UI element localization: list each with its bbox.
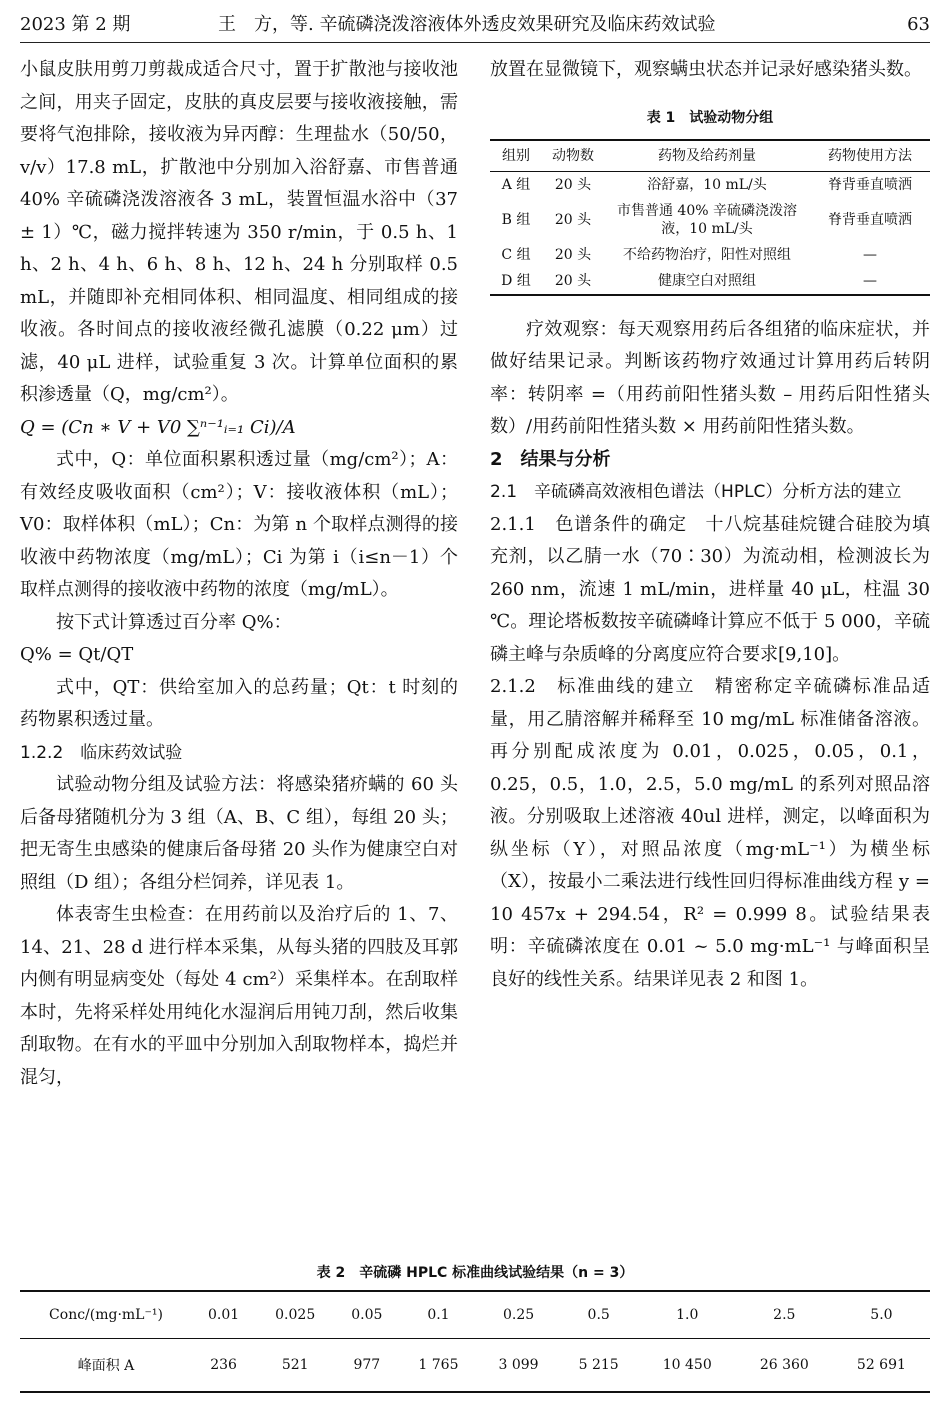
paragraph: 式中，QT：供给室加入的总药量；Qt：t 时刻的药物累积透过量。 bbox=[20, 676, 458, 730]
table-cell: — bbox=[863, 246, 877, 263]
table-row bbox=[20, 1339, 930, 1393]
table-cell: 市售普通 40% 辛硫磷浇泼溶液，10 mL/头 bbox=[616, 202, 798, 237]
paragraph: 按下式计算透过百分率 Q%： bbox=[56, 611, 292, 633]
running-title: 王 方，等. 辛硫磷浇泼溶液体外透皮效果研究及临床药效试验 bbox=[218, 14, 716, 35]
table-cell: 52 691 bbox=[833, 1339, 930, 1393]
table-cell: 0.01 bbox=[192, 1291, 255, 1339]
right-column bbox=[490, 54, 930, 996]
table-cell: 健康空白对照组 bbox=[604, 268, 810, 295]
table-cell: 2.5 bbox=[736, 1291, 833, 1339]
table-cell: 1.0 bbox=[639, 1291, 736, 1339]
paragraph: 试验动物分组及试验方法：将感染猪疥螨的 60 头后备母猪随机分为 3 组（A、B、C 组），每组 20 头；把无寄生虫感染的健康后备母猪 20 头作为健康空白对照组（D 组）；各组分栏饲养，详见表 1。 bbox=[20, 774, 458, 893]
table1-caption: 表 1 试验动物分组 bbox=[646, 109, 774, 126]
table-row bbox=[20, 1291, 930, 1339]
table-cell: 521 bbox=[255, 1339, 335, 1393]
paragraph: 体表寄生虫检查：在用药前以及治疗后的 1、7、14、21、28 d 进行样本采集，从每头猪的四肢及耳郭内侧有明显病变处（每处 4 cm²）采集样本。在刮取样本时，先将采样处用纯化水湿润后用钝刀刮，然后收集刮取物。在有水的平皿中分别加入刮取物样本，捣烂并混匀， bbox=[20, 904, 458, 1088]
table-cell: 0.5 bbox=[559, 1291, 639, 1339]
paragraph: 疗效观察：每天观察用药后各组猪的临床症状，并做好结果记录。判断该药物疗效通过计算用药后转阴率：转阴率 =（用药前阳性猪头数 – 用药后阳性猪头数）/用药前阳性猪头数 × 用药前阳性猪头数。 bbox=[490, 318, 930, 437]
table1 bbox=[490, 139, 930, 296]
paragraph: 2.1.1 色谱条件的确定 十八烷基硅烷键合硅胶为填充剂，以乙腈一水（70∶30）为流动相，检测波长为 260 nm，流速 1 mL/min，进样量 40 μL，柱温 30 ℃。理论塔板数按辛硫磷峰计算应不低于 5 000，辛硫磷主峰与杂质峰的分离度应符合要求[9,10]。 bbox=[490, 513, 930, 665]
table-cell: 20 头 bbox=[554, 176, 592, 193]
table-cell: 0.25 bbox=[479, 1291, 559, 1339]
page-number: 63 bbox=[907, 14, 930, 35]
section-heading: 1.2.2 临床药效试验 bbox=[20, 742, 183, 763]
table-cell: C 组 bbox=[501, 246, 531, 263]
table-header: 组别 bbox=[490, 140, 542, 172]
table-cell: 20 头 bbox=[554, 246, 592, 263]
table-cell: 脊背垂直喷洒 bbox=[828, 176, 912, 193]
table-row-label: Conc/(mg·mL⁻¹) bbox=[20, 1291, 192, 1339]
table-cell: 10 450 bbox=[639, 1339, 736, 1393]
table-row bbox=[490, 171, 930, 198]
paragraph: 2.1.2 标准曲线的建立 精密称定辛硫磷标准品适量，用乙腈溶解并稀释至 10 mg/mL 标准储备溶液。再分别配成浓度为 0.01，0.025，0.05，0.1，0.25，0.5，1.0，2.5，5.0 mg/mL 的系列对照品溶液。分别吸取上述溶液 40ul 进样，测定，以峰面积为纵坐标（Y），对照品浓度（mg·mL⁻¹）为横坐标（X），按最小二乘法进行线性回归得标准曲线方程 y = 10 457x + 294.54，R² = 0.999 8。试验结果表明：辛硫磷浓度在 0.01 ~ 5.0 mg·mL⁻¹ 与峰面积呈良好的线性关系。结果详见表 2 和图 1。 bbox=[490, 676, 930, 990]
table-cell: 20 头 bbox=[542, 268, 604, 295]
table-cell: 0.1 bbox=[398, 1291, 478, 1339]
table-cell: 20 头 bbox=[554, 211, 592, 228]
table-cell: — bbox=[810, 268, 930, 295]
table-row bbox=[490, 198, 930, 242]
table-cell: 0.025 bbox=[255, 1291, 335, 1339]
section-heading: 2 结果与分析 bbox=[490, 448, 611, 470]
table-cell: D 组 bbox=[490, 268, 542, 295]
journal-issue: 2023 第 2 期 bbox=[20, 14, 131, 35]
table-cell: 浴舒嘉，10 mL/头 bbox=[647, 176, 767, 193]
table-cell: 26 360 bbox=[736, 1339, 833, 1393]
table-cell: 不给药物治疗，阳性对照组 bbox=[623, 246, 791, 263]
table-row bbox=[490, 242, 930, 268]
table2-caption: 表 2 辛硫磷 HPLC 标准曲线试验结果（n = 3） bbox=[316, 1265, 634, 1281]
paragraph: 式中，Q：单位面积累积透过量（mg/cm²）；A：有效经皮吸收面积（cm²）；V：接收液体积（mL）；V0：取样体积（mL）；Cn：为第 n 个取样点测得的接收液中药物浓度（mg/mL）；Ci 为第 i（i≤n－1）个取样点测得的接收液中药物的浓度（mg/mL）。 bbox=[20, 449, 458, 600]
page-header bbox=[20, 8, 930, 43]
table-cell: 5.0 bbox=[833, 1291, 930, 1339]
table-row-label: 峰面积 A bbox=[20, 1339, 192, 1393]
table-row bbox=[490, 268, 930, 295]
paragraph: 小鼠皮肤用剪刀剪裁成适合尺寸，置于扩散池与接收池之间，用夹子固定，皮肤的真皮层要与接收液接触，需要将气泡排除，接收液为异丙醇：生理盐水（50/50，v/v）17.8 mL，扩散池中分别加入浴舒嘉、市售普通 40% 辛硫磷浇泼溶液各 3 mL，装置恒温水浴中（37 ± 1）℃，磁力搅拌转速为 350 r/min，于 0.5 h、1 h、2 h、4 h、6 h、8 h、12 h、24 h 分别取样 0.5 mL，并随即补充相同体积、相同温度、相同组成的接收液。各时间点的接收液经微孔滤膜（0.22 μm）过滤，40 μL 进样，试验重复 3 次。计算单位面积的累积渗透量（Q，mg/cm²）。 bbox=[20, 59, 458, 405]
table2 bbox=[20, 1290, 930, 1393]
table-header: 动物数 bbox=[542, 140, 604, 172]
table-cell: 1 765 bbox=[398, 1339, 478, 1393]
table-cell: 5 215 bbox=[559, 1339, 639, 1393]
table-cell: 236 bbox=[192, 1339, 255, 1393]
formula-q-percent: Q% = Qt/QT bbox=[20, 644, 134, 665]
table-cell: B 组 bbox=[501, 211, 531, 228]
paragraph: 放置在显微镜下，观察螨虫状态并记录好感染猪头数。 bbox=[490, 59, 922, 80]
table-cell: 3 099 bbox=[479, 1339, 559, 1393]
formula-q: Q = (Cn ∗ V + V0 ∑ⁿ⁻¹ᵢ₌₁ Ci)/A bbox=[20, 416, 296, 438]
table-cell: 977 bbox=[335, 1339, 398, 1393]
table-cell: A 组 bbox=[501, 176, 531, 193]
table-header: 药物及给药剂量 bbox=[604, 140, 810, 172]
left-column bbox=[20, 54, 458, 1094]
table-cell: 0.05 bbox=[335, 1291, 398, 1339]
table-cell: 脊背垂直喷洒 bbox=[828, 211, 912, 228]
table-header: 药物使用方法 bbox=[810, 140, 930, 172]
table-header-row bbox=[490, 140, 930, 172]
section-heading: 2.1 辛硫磷高效液相色谱法（HPLC）分析方法的建立 bbox=[490, 482, 902, 502]
